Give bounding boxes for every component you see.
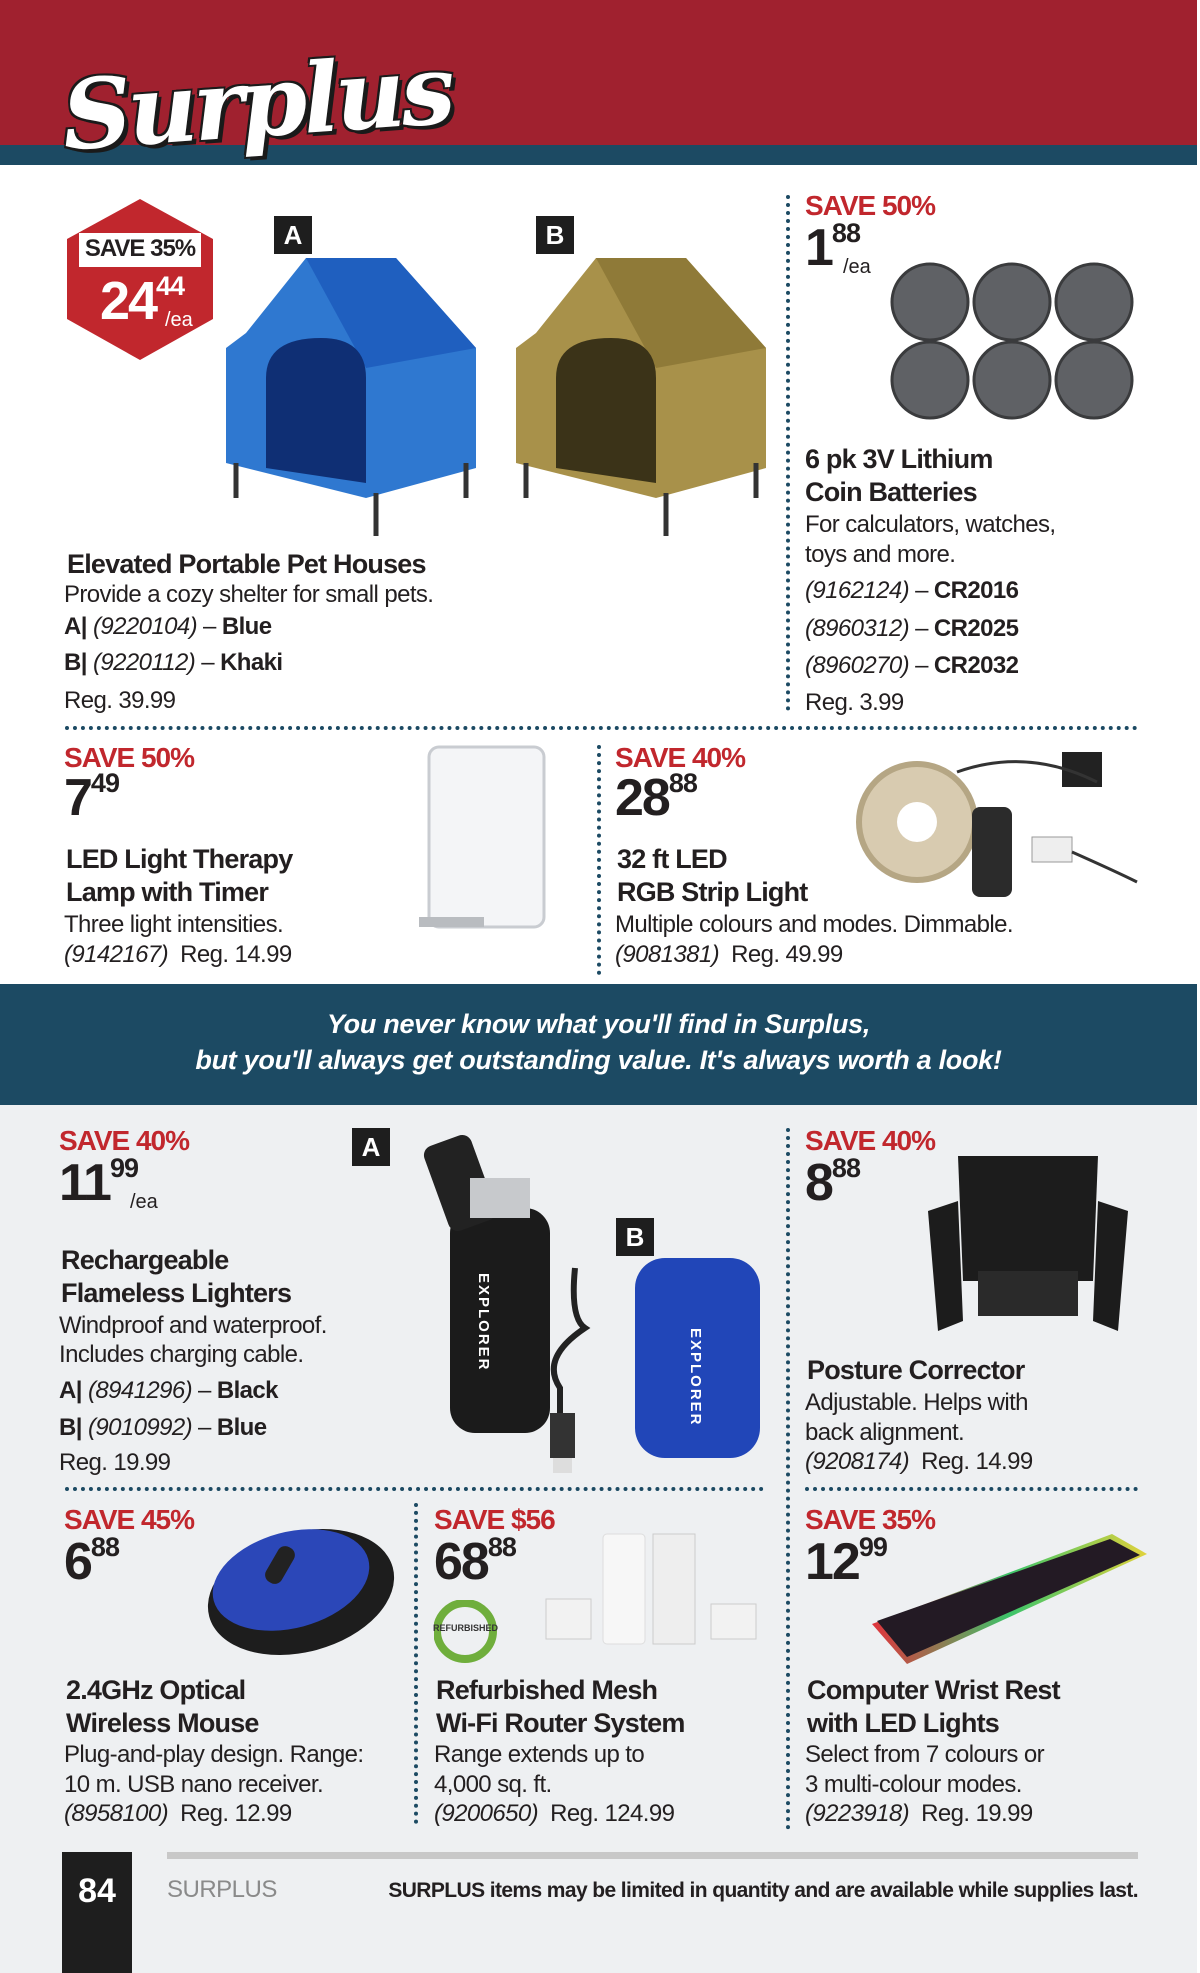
product-title-line: Flameless Lighters [61,1278,292,1308]
price-main: 24 [99,271,157,331]
price-cents: 88 [668,768,697,798]
footer-rule [167,1852,1138,1859]
variant-a: A| (9220104) – Blue [64,613,272,640]
mouse-image [201,1510,397,1660]
product-title-line: Lamp with Timer [66,877,269,907]
divider [786,1128,790,1830]
product-desc-line: toys and more. [805,541,956,568]
image-label-b: B [616,1218,654,1256]
product-title-line: Wi-Fi Router System [436,1708,685,1738]
price-cents: 88 [831,218,860,248]
sku-reg: (9142167) Reg. 14.99 [64,941,292,968]
product-desc-line: Range extends up to [434,1741,645,1768]
product-title: Posture Corrector [807,1355,1025,1385]
variant: (8960270) – CR2032 [805,652,1019,679]
save-text: SAVE 45% [64,1504,194,1535]
price-cents: 88 [831,1153,860,1183]
price-cents: 88 [487,1532,516,1562]
product-title-line: with LED Lights [807,1708,999,1738]
divider [786,195,790,711]
product-title-line: Rechargeable [61,1245,229,1275]
led-strip-image [847,742,1139,912]
save-text: SAVE 40% [59,1125,189,1156]
divider [65,1487,764,1491]
save-text: SAVE 40% [615,742,745,773]
price-unit: /ea [165,309,193,331]
divider [65,726,1138,730]
sku-reg: (9208174) Reg. 14.99 [805,1448,1033,1475]
page-number: 84 [62,1852,132,1973]
save-text: SAVE 35% [84,235,196,262]
footer-disclaimer: SURPLUS items may be limited in quantity and are available while supplies last. [388,1879,1138,1902]
price-unit: /ea [843,256,871,278]
product-title-line: 32 ft LED [617,844,727,874]
price-main: 12 [805,1533,859,1591]
price-main: 1 [805,219,832,277]
brand-text: EXPLORER [475,1273,492,1372]
save-text: SAVE 40% [805,1125,935,1156]
wrist-rest-image [862,1529,1152,1669]
price-main: 7 [64,769,91,827]
product-desc-line: back alignment. [805,1419,965,1446]
product-title-line: 6 pk 3V Lithium [805,444,993,474]
footer-section-name: SURPLUS [167,1876,277,1903]
image-label-a: A [352,1128,390,1166]
banner-line: You never know what you'll find in Surplus, [326,1009,871,1039]
product-desc-line: Includes charging cable. [59,1341,304,1368]
price-cents: 88 [90,1532,119,1562]
refurbished-icon: REFURBISHED [434,1600,497,1663]
sku-reg: (9223918) Reg. 19.99 [805,1800,1033,1827]
product-desc: Three light intensities. [64,911,284,938]
surplus-logo: Surplus [58,32,455,173]
khaki-pet-house-image [516,258,768,538]
blue-pet-house-image [226,258,478,538]
divider [597,745,601,975]
product-title-line: Wireless Mouse [66,1708,259,1738]
product-desc-line: For calculators, watches, [805,511,1056,538]
save-text: SAVE 50% [805,190,935,221]
price-cents: 44 [156,271,185,301]
reg-price: Reg. 39.99 [64,687,176,714]
product-desc-line: 10 m. USB nano receiver. [64,1771,324,1798]
product-title-line: Computer Wrist Rest [807,1675,1060,1705]
image-label-b: B [536,216,574,254]
reg-price: Reg. 3.99 [805,689,904,716]
lighters-image [400,1128,762,1473]
price-cents: 49 [90,768,119,798]
product-desc-line: 3 multi-colour modes. [805,1771,1022,1798]
variant-a: A| (8941296) – Black [59,1377,278,1404]
coin-batteries-image [888,262,1138,422]
product-desc-line: Select from 7 colours or [805,1741,1045,1768]
variant-b: B| (9220112) – Khaki [64,649,283,676]
product-desc-line: Plug-and-play design. Range: [64,1741,364,1768]
divider [414,1503,418,1824]
save-badge [65,197,215,362]
product-desc-line: 4,000 sq. ft. [434,1771,552,1798]
product-title-line: Refurbished Mesh [436,1675,658,1705]
product-title-line: RGB Strip Light [617,877,808,907]
price-main: 8 [805,1154,832,1212]
product-desc-line: Adjustable. Helps with [805,1389,1028,1416]
save-text: SAVE $56 [434,1504,555,1535]
posture-corrector-image [918,1151,1138,1336]
price-cents: 99 [109,1153,139,1183]
divider [805,1487,1138,1491]
variant: (9162124) – CR2016 [805,577,1019,604]
price-main: 11 [59,1154,110,1212]
product-desc-line: Windproof and waterproof. [59,1312,327,1339]
product-desc: Provide a cozy shelter for small pets. [64,581,434,608]
brand-text: EXPLORER [687,1328,704,1427]
price-main: 6 [64,1533,91,1591]
mesh-router-image [541,1529,764,1654]
variant: (8960312) – CR2025 [805,615,1019,642]
product-title-line: 2.4GHz Optical [66,1675,246,1705]
price-unit: /ea [130,1191,158,1213]
banner-line: but you'll always get outstanding value. It's always worth a look! [195,1045,1002,1075]
sku-reg: (9200650) Reg. 124.99 [434,1800,675,1827]
save-text: SAVE 35% [805,1504,935,1535]
therapy-lamp-image [419,742,559,937]
product-title: Elevated Portable Pet Houses [67,549,426,579]
product-title-line: Coin Batteries [805,477,977,507]
surplus-banner [0,984,1197,1105]
sku-reg: (9081381) Reg. 49.99 [615,941,843,968]
reg-price: Reg. 19.99 [59,1449,171,1476]
save-text: SAVE 50% [64,742,194,773]
price-main: 68 [434,1533,488,1591]
product-desc: Multiple colours and modes. Dimmable. [615,911,1013,938]
image-label-a: A [274,216,312,254]
variant-b: B| (9010992) – Blue [59,1414,267,1441]
price-cents: 99 [858,1532,887,1562]
product-title-line: LED Light Therapy [66,844,293,874]
price-main: 28 [615,769,669,827]
sku-reg: (8958100) Reg. 12.99 [64,1800,292,1827]
